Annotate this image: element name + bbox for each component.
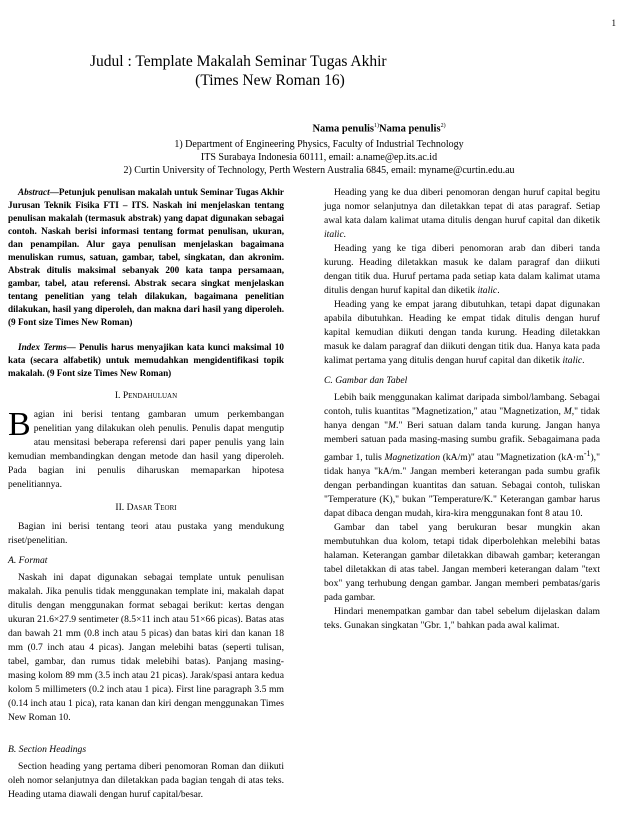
- author-names: [0, 120, 638, 136]
- author-name-2: Nama penulis: [379, 123, 441, 135]
- theory-paragraph: Bagian ini berisi tentang teori atau pustaka yang mendukung riset/penelitian.: [8, 521, 284, 546]
- abstract: [8, 186, 284, 329]
- title-line-2: (Times New Roman 16): [195, 72, 345, 89]
- title-line-1: Judul : Template Makalah Seminar Tugas Akhir: [90, 53, 387, 70]
- italic-word: italic: [562, 355, 583, 366]
- index-terms-label: Index Terms: [18, 342, 67, 352]
- figure-placement-paragraph: Hindari menempatkan gambar dan tabel sebelum dijelaskan dalam teks. Gunakan singkatan "Gbr. 1," bahkan pada awal kalimat.: [324, 606, 600, 632]
- paragraph-text: )," tidak hanya "kA/m." Jangan memberi keterangan pada sumbu grafik dengan perbandingan kuantitas dan satuan. Sebagai contoh, tuliskan "Temperature (K)," bukan "Temperature/K." Keterangan gambar harus dapat dibaca dengan mudah, kira-kira menggunakan font 8 atau 10.: [324, 452, 600, 520]
- paragraph-text: Heading yang ke empat jarang dibutuhkan, tetapi dapat digunakan apabila dibutuhkan. Heading ke empat tidak ditulis dengan huruf kapital kemudian diikuti dengan tanda kurung. Heading diletakkan masuk ke dalam paragraf dan diikuti dengan titik dua. Hanya kata pada kalimat pertama yang ditulis dengan huruf capital dan diketik: [324, 299, 600, 366]
- section-heading-theory: II. Dasar Teori: [115, 502, 177, 513]
- abstract-text: —Petunjuk penulisan makalah untuk Seminar Tugas Akhir Jurusan Teknik Fisika FTI – ITS. Naskah ini menjelaskan tentang penulisan makalah (termasuk abstrak) yang dapat digunakan sebagai contoh. Naskah berisi informasi tentang format penulisan, ukuran, dan penampilan. Alur gaya penulisan menjelaskan bagaimana menuliskan rumus, satuan, gambar, tabel, singkatan, dan akronim. Abstrak ditulis maksimal sebanyak 200 kata tanpa persamaan, gambar, tabel, atau referensi. Abstrak secara singkat menjelaskan tentang penelitian yang telah dilakukan, bagaimana penelitian dilakukan, hasil yang diperoleh, dan makna dari hasil yang diperoleh. (9 Font size Times New Roman): [8, 187, 284, 327]
- paragraph-text: Lebih baik menggunakan kalimat daripada simbol/lambang. Sebagai contoh, tulis kuantitas "Magnetization," atau "Magnetization,: [324, 392, 600, 417]
- symbol-m: M: [388, 420, 397, 431]
- affiliation-2: 2) Curtin University of Technology, Perth Western Australia 6845, email: myname@curtin.edu.au: [123, 164, 515, 176]
- author-sup-2: 2): [440, 123, 446, 129]
- heading-level-4-paragraph: Heading yang ke empat jarang dibutuhkan, tetapi dapat digunakan apabila dibutuhkan. Heading ke empat tidak ditulis dengan huruf kapital kemudian diikuti dengan tanda kurung. Heading diletakkan masuk ke dalam paragraf dan diikuti dengan titik dua. Hanya kata pada kalimat pertama yang ditulis dengan huruf capital dan diketik italic.: [324, 299, 600, 366]
- subsection-format: A. Format: [8, 555, 48, 566]
- italic-word: italic.: [324, 229, 347, 240]
- page-number: 1: [611, 18, 616, 28]
- heading-level-2-paragraph: [324, 186, 600, 242]
- superscript: -1: [583, 449, 591, 458]
- format-paragraph: Naskah ini dapat digunakan sebagai template untuk penulisan makalah. Jika penulis tidak menggunakan template ini, makalah dapat ditulis dengan menggunakan format sebagai berikut: kertas dengan ukuran 21.6×27.9 sentimeter (8.5×11 inch atau 51×66 picas). Batas atas dan bawah 21 mm (0.8 inch atau 5 picas) dan batas kiri dan kanan 18 mm (0.7 inch atau 4 picas). Jangan melebihi batas (seperti tulisan, tabel, gambar, dan rumus tidak melebihi batas). Panjang masing-masing kolom 89 mm (3.5 inch atau 21 picas). Jarak/spasi antara kedua kolom 5 millimeters (0.2 inch atau 1 pica). First line paragraph 3.5 mm (0.14 inch atau 1 pica), rata kanan dan kiri dengan menggunakan Times New Roman 10.: [8, 572, 284, 723]
- subsection-section-headings: B. Section Headings: [8, 744, 87, 755]
- large-figures-paragraph: Gambar dan tabel yang berukuran besar mungkin akan membutuhkan dua kolom, tetapi tidak diperbolehkan melebihi batas halaman. Keterangan gambar diletakkan dibawah gambar; keterangan tabel diletakkan di atas tabel. Jangan memberi keterangan dalam "text box" yang terhubung dengan gambar. Jangan memberi pembatas/garis pada gambar.: [324, 522, 600, 604]
- section-heading-introduction: I. Pendahuluan: [114, 390, 178, 401]
- introduction-text: agian ini berisi tentang gambaran umum perkembangan penelitian yang dilakukan oleh penulis. Penulis dapat mengutip atau mensitasi beberapa referensi dari paper penulis yang lain kemudian membandingkan dengan metode dan hasil yang diperoleh. Pada bagian ini penulis diharuskan memaparkan hipotesa penelitiannya.: [8, 409, 284, 490]
- index-terms: [8, 341, 284, 380]
- italic-word: Magnetization: [384, 452, 440, 464]
- affiliation-1-address: ITS Surabaya Indonesia 60111, email: a.name@ep.its.ac.id: [200, 151, 438, 163]
- italic-word: italic: [477, 285, 498, 296]
- right-column: [324, 186, 600, 633]
- abstract-label: Abstract: [18, 187, 50, 197]
- index-terms-text: — Penulis harus menyajikan kata kunci maksimal 10 kata (secara alfabetik) untuk memudahkan mengidentifikasi topik makalah. (9 Font size Times New Roman): [8, 342, 284, 378]
- paragraph-text: ," tidak hanya dengan ": [324, 406, 600, 431]
- paper-title: [90, 52, 450, 90]
- author-block: [0, 120, 638, 177]
- paragraph-text: Heading yang ke tiga diberi penomoran arab dan diberi tanda kurung. Heading diletakkan masuk ke dalam paragraf dan diikuti dengan titik dua. Huruf pertama pada setiap kata dalam kalimat utama ditulis dengan huruf kapital dan diketik: [324, 243, 600, 296]
- paragraph-text: Heading yang ke dua diberi penomoran dengan huruf capital begitu juga nomor selanjutnya dan diletakkan tepat di atas paragraf. Setiap awal kata dalam kalimat utama ditulis dengan huruf capital dan diketik: [324, 187, 600, 226]
- drop-cap: B: [8, 406, 31, 443]
- section-headings-paragraph: Section heading yang pertama diberi penomoran Roman dan diikuti oleh nomor selanjutnya dan diletakkan pada bagian tengah di atas teks. Heading utama diawali dengan huruf capital/besar.: [8, 761, 284, 800]
- left-column: [8, 186, 284, 802]
- subsection-figures-tables: C. Gambar dan Tabel: [324, 375, 408, 386]
- symbol-m: M: [563, 406, 572, 417]
- affiliation-1: 1) Department of Engineering Physics, Faculty of Industrial Technology: [174, 138, 464, 150]
- paragraph-text: ." Beri satuan dalam tanda kurung. Jangan hanya memberi satuan pada masing-masing sumbu grafik. Sebagaimana pada gambar 1, tulis: [324, 420, 600, 464]
- author-sup-1: 1): [374, 123, 379, 129]
- figures-paragraph: [324, 391, 600, 521]
- paragraph-text: (kA/m)" atau "Magnetization (kA·m: [440, 452, 584, 464]
- heading-level-3-paragraph: Heading yang ke tiga diberi penomoran arab dan diberi tanda kurung. Heading diletakkan masuk ke dalam paragraf dan diikuti dengan titik dua. Huruf pertama pada setiap kata dalam kalimat utama ditulis dengan huruf kapital dan diketik italic.: [324, 243, 600, 296]
- introduction-paragraph: [8, 408, 284, 492]
- author-name-1: Nama penulis: [312, 123, 374, 135]
